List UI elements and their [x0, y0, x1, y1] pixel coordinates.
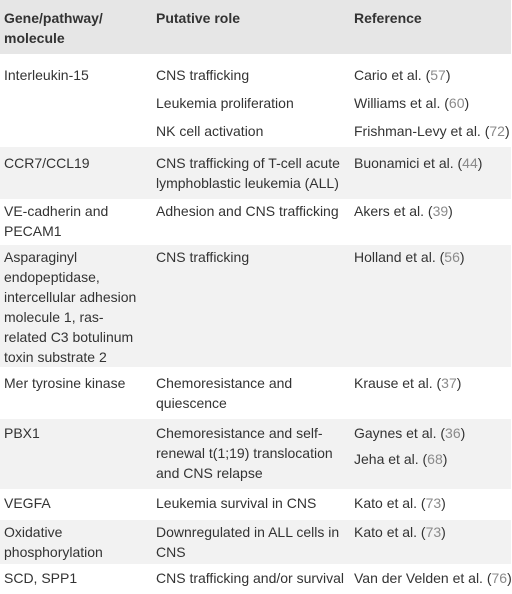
header-gene: Gene/pathway/ molecule: [4, 10, 103, 46]
table-row: [0, 419, 511, 489]
reference-close: ): [456, 375, 462, 391]
reference-name: Gaynes et al. (: [354, 425, 446, 441]
table-row: [0, 245, 511, 367]
reference-cell: [354, 201, 511, 221]
reference-number: 57: [430, 67, 446, 83]
reference-close: ): [507, 570, 512, 586]
header-role: Putative role: [156, 10, 241, 26]
reference-close: ): [448, 203, 453, 219]
table-header: [0, 0, 511, 54]
reference-number: 56: [444, 249, 460, 265]
reference-close: ): [459, 249, 465, 265]
gene-cell: Oxidative phosphorylation: [4, 524, 103, 560]
gene-cell: VE-cadherin and PECAM1: [4, 203, 109, 239]
reference-close: ): [441, 524, 446, 540]
role-cell: CNS trafficking and/or survival: [156, 570, 345, 586]
gene-cell: SCD, SPP1: [4, 570, 78, 586]
reference-cell: [354, 493, 511, 513]
reference-close: ): [445, 67, 451, 83]
reference-name: Buonamici et al. (: [354, 155, 463, 171]
role-cell: Leukemia proliferation: [156, 95, 294, 111]
gene-cell: Interleukin-15: [4, 67, 89, 83]
reference-close: ): [460, 425, 466, 441]
role-cell: Downregulated in ALL cells in CNS: [156, 524, 340, 560]
reference-cell: [354, 449, 511, 469]
reference-name: Van der Velden et al. (: [354, 570, 492, 586]
table-row: [0, 147, 511, 199]
reference-name: Frishman-Levy et al. (: [354, 123, 490, 139]
role-cell: Adhesion and CNS trafficking: [156, 203, 339, 219]
gene-cell: Asparaginyl endopeptidase, intercellular adhesion molecule 1, ras-related C3 botulinum toxin substrate 2: [4, 249, 137, 365]
reference-cell: [354, 121, 511, 141]
reference-close: ): [477, 155, 483, 171]
role-cell: Chemoresistance and self-renewal t(1;19) translocation and CNS relapse: [156, 425, 333, 481]
reference-cell: [354, 522, 511, 542]
reference-number: 39: [432, 203, 449, 219]
reference-name: Holland et al. (: [354, 249, 445, 265]
table-row: [0, 489, 511, 520]
header-reference: Reference: [354, 10, 422, 26]
gene-cell: Mer tyrosine kinase: [4, 375, 126, 391]
role-cell: NK cell activation: [156, 123, 264, 139]
reference-name: Kato et al. (: [354, 495, 426, 511]
reference-cell: [354, 373, 511, 393]
reference-cell: [354, 423, 511, 443]
reference-name: Krause et al. (: [354, 375, 442, 391]
reference-close: ): [441, 495, 446, 511]
role-cell: CNS trafficking of T-cell acute lymphoblastic leukemia (ALL): [156, 155, 340, 191]
reference-number: 73: [425, 495, 442, 511]
reference-number: 73: [425, 524, 442, 540]
reference-number: 72: [489, 123, 505, 139]
reference-name: Jeha et al. (: [354, 451, 428, 467]
table-row: [0, 564, 511, 594]
reference-cell: [354, 65, 511, 85]
reference-name: Williams et al. (: [354, 95, 449, 111]
reference-cell: [354, 568, 511, 588]
table-row: [0, 59, 511, 147]
role-cell: CNS trafficking: [156, 67, 250, 83]
reference-close: ): [504, 123, 510, 139]
reference-cell: [354, 153, 511, 173]
role-cell: Leukemia survival in CNS: [156, 495, 317, 511]
reference-number: 60: [448, 95, 465, 111]
reference-close: ): [442, 451, 448, 467]
reference-name: Akers et al. (: [354, 203, 433, 219]
table-row: [0, 199, 511, 245]
reference-number: 44: [462, 155, 478, 171]
role-cell: Chemoresistance and quiescence: [156, 375, 293, 411]
reference-name: Kato et al. (: [354, 524, 426, 540]
reference-number: 68: [427, 451, 443, 467]
table-row: [0, 520, 511, 564]
gene-cell: PBX1: [4, 425, 40, 441]
reference-number: 76: [491, 570, 508, 586]
reference-close: ): [464, 95, 470, 111]
role-cell: CNS trafficking: [156, 249, 250, 265]
table-row: [0, 367, 511, 419]
reference-name: Cario et al. (: [354, 67, 431, 83]
reference-number: 36: [445, 425, 461, 441]
gene-cell: VEGFA: [4, 495, 51, 511]
reference-cell: [354, 93, 511, 113]
gene-cell: CCR7/CCL19: [4, 155, 90, 171]
reference-cell: [354, 247, 511, 267]
reference-number: 37: [441, 375, 457, 391]
